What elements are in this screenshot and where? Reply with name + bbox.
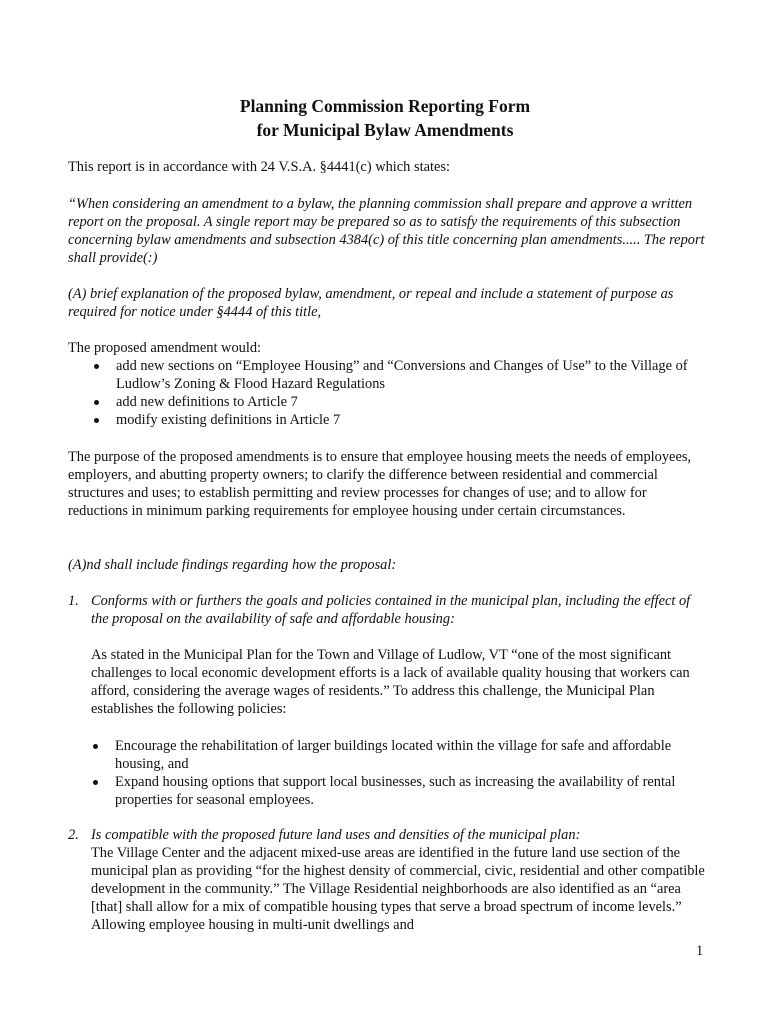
finding-2-number: 2.: [68, 827, 79, 843]
statute-quote: “When considering an amendment to a bylaw, the planning commission shall prepare and approve a written report on the proposal. A single report may be prepared so as to satisfy the requirements of this subsection concerning bylaw amendments and subsection 4384(c) of this title concerning plan amendments..... The report shall provide(:): [68, 196, 705, 266]
proposed-amendment-list: [92, 357, 712, 429]
page-number: 1: [696, 943, 704, 959]
policy-list: [91, 737, 711, 809]
list-item: modify existing definitions in Article 7: [92, 411, 712, 429]
finding-2-body: The Village Center and the adjacent mixed-use areas are identified in the future land use section of the municipal plan as providing “for the highest density of commercial, civic, residential and other compatible development in the community.” The Village Residential neighborhoods are also identified as an “area [that] shall allow for a mix of compatible housing types that serve a broad spectrum of income levels.” Allowing employee housing in multi-unit dwellings and: [91, 845, 705, 933]
list-item: add new definitions to Article 7: [92, 393, 712, 411]
section-a-text: (A) brief explanation of the proposed bylaw, amendment, or repeal and include a statement of purpose as required for notice under §4444 of this title,: [68, 286, 674, 320]
proposed-amendment-heading: The proposed amendment would:: [68, 340, 262, 356]
document-title-line-2: for Municipal Bylaw Amendments: [256, 120, 514, 140]
intro-paragraph: This report is in accordance with 24 V.S.A. §4441(c) which states:: [68, 159, 450, 175]
finding-1-body: As stated in the Municipal Plan for the Town and Village of Ludlow, VT “one of the most significant challenges to local economic development efforts is a lack of available quality housing that workers can afford, considering the average wages of residents.” To address this challenge, the Municipal Plan establishes the following policies:: [91, 647, 690, 717]
list-item: Encourage the rehabilitation of larger buildings located within the village for safe and affordable housing, and: [91, 737, 711, 773]
finding-2-title: Is compatible with the proposed future land uses and densities of the municipal plan:: [91, 827, 581, 843]
list-item: add new sections on “Employee Housing” and “Conversions and Changes of Use” to the Village of Ludlow’s Zoning & Flood Hazard Regulations: [92, 357, 712, 393]
purpose-paragraph: The purpose of the proposed amendments is to ensure that employee housing meets the needs of employees, employers, and abutting property owners; to clarify the difference between residential and commercial structures and uses; to establish permitting and review processes for changes of use; and to allow for reductions in minimum parking requirements for employee housing under certain circumstances.: [68, 449, 692, 519]
list-item: Expand housing options that support local businesses, such as increasing the availability of rental properties for seasonal employees.: [91, 773, 711, 809]
finding-1-number: 1.: [68, 593, 79, 609]
finding-1-title: Conforms with or furthers the goals and policies contained in the municipal plan, including the effect of the proposal on the availability of safe and affordable housing:: [91, 593, 691, 627]
document-title-line-1: Planning Commission Reporting Form: [239, 96, 531, 116]
findings-intro: (A)nd shall include findings regarding how the proposal:: [68, 557, 397, 573]
